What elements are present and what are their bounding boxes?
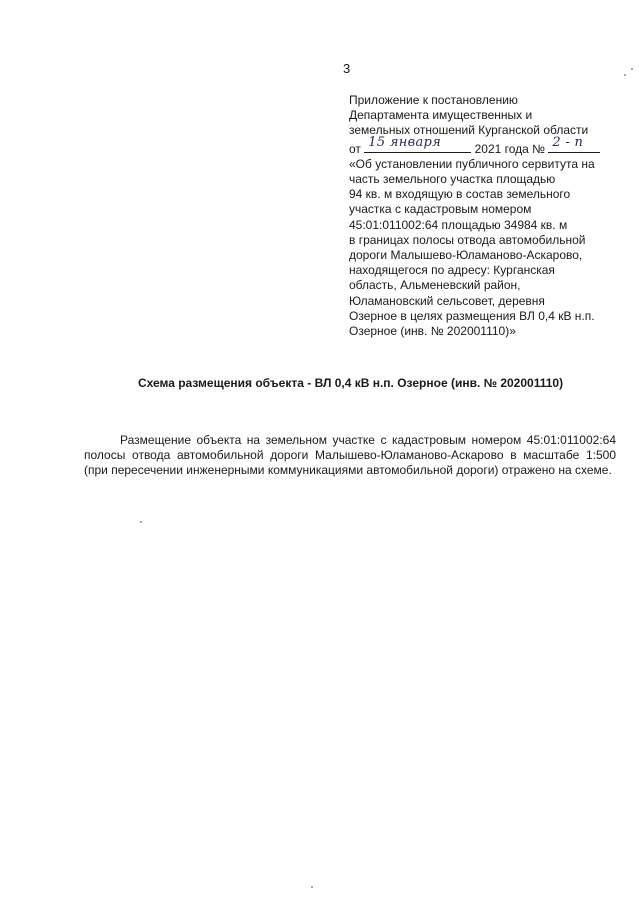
- handwritten-date: 15 января: [368, 135, 442, 151]
- appendix-line: в границах полосы отвода автомобильной: [349, 232, 586, 247]
- from-prefix: от: [349, 141, 361, 156]
- appendix-line: область, Альменевский район,: [349, 278, 521, 293]
- appendix-line: участка с кадастровым номером: [349, 202, 532, 217]
- appendix-line: земельных отношений Курганской области: [349, 123, 589, 138]
- appendix-date-line: [349, 135, 624, 157]
- handwritten-number: 2 - п: [552, 135, 584, 151]
- appendix-line: 45:01:011002:64 площадью 34984 кв. м: [349, 217, 568, 232]
- appendix-line: часть земельного участка площадью: [349, 172, 556, 187]
- appendix-line: Озерное (инв. № 202001110)»: [349, 324, 516, 339]
- number-field: [548, 135, 600, 153]
- appendix-line: Юламановский сельсовет, деревня: [349, 293, 545, 308]
- appendix-line: Департамента имущественных и: [349, 108, 533, 123]
- appendix-line: Приложение к постановлению: [349, 93, 518, 107]
- document-title: Схема размещения объекта - ВЛ 0,4 кВ н.п. Озерное (инв. № 202001110): [137, 376, 564, 390]
- appendix-header: [349, 93, 624, 339]
- appendix-line: находящегося по адресу: Курганская: [349, 263, 555, 278]
- appendix-line: дороги Малышево-Юламаново-Аскарово,: [349, 248, 583, 263]
- appendix-line: Озерное в целях размещения ВЛ 0,4 кВ н.п.: [349, 308, 595, 323]
- appendix-line: 94 кв. м входящую в состав земельного: [349, 187, 571, 202]
- year-text: 2021 года №: [474, 141, 546, 156]
- page-number: 3: [343, 61, 351, 76]
- date-field: [364, 135, 471, 153]
- scan-speck: [311, 886, 313, 888]
- scan-speck: [624, 74, 626, 76]
- body-paragraph: Размещение объекта на земельном участке с кадастровым номером 45:01:011002:64 полосы отвода автомобильной дороги Малышево-Юламаново-Аскарово в масштабе 1:500 (при пересечении инженерными коммуникациями автомобильной дороги) отражено на схеме.: [84, 433, 616, 478]
- scan-speck: [631, 68, 633, 70]
- appendix-line: «Об установлении публичного сервитута на: [349, 156, 595, 171]
- scan-speck: [140, 521, 142, 523]
